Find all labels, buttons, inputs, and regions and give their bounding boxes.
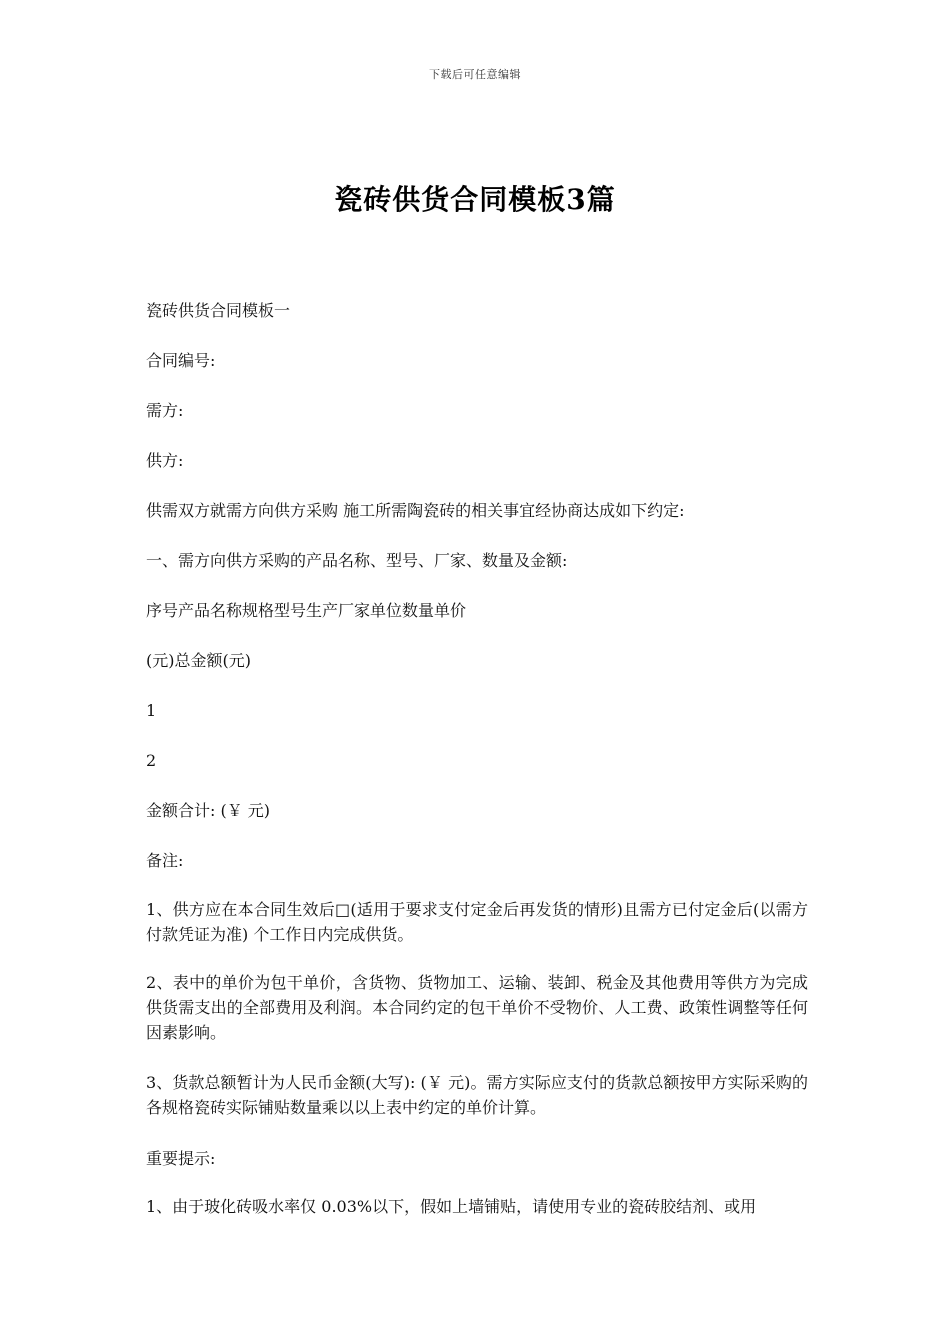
table-header-line-1: 序号产品名称规格型号生产厂家单位数量单价 <box>146 601 467 620</box>
section-one-heading: 一、需方向供方采购的产品名称、型号、厂家、数量及金额: <box>146 551 568 570</box>
buyer-line: 需方: <box>146 401 184 420</box>
table-header-line-2: (元)总金额(元) <box>146 651 251 670</box>
remark-paragraph-2: 2、表中的单价为包干单价，含货物、货物加工、运输、装卸、税金及其他费用等供方为完成供货需支出的全部费用及利润。本合同约定的包干单价不受物价、人工费、政策性调整等任何因素影响。 <box>146 973 808 1042</box>
supplier-line: 供方: <box>146 451 184 470</box>
total-amount-line: 金额合计: (￥ 元) <box>146 801 271 820</box>
remarks-heading: 备注: <box>146 851 184 870</box>
document-title: 瓷砖供货合同模板3篇 <box>334 183 616 216</box>
template-one-heading: 瓷砖供货合同模板一 <box>146 301 291 320</box>
intro-line: 供需双方就需方向供方采购 施工所需陶瓷砖的相关事宜经协商达成如下约定: <box>146 501 685 520</box>
important-heading: 重要提示: <box>146 1149 216 1168</box>
table-row-1: 1 <box>146 701 157 720</box>
remark-paragraph-3: 3、货款总额暂计为人民币金额(大写): (￥ 元)。需方实际应支付的货款总额按甲方实际采购的各规格瓷砖实际铺贴数量乘以以上表中约定的单价计算。 <box>146 1073 808 1117</box>
table-row-2: 2 <box>146 751 157 770</box>
remark-paragraph-1: 1、供方应在本合同生效后□(适用于要求支付定金后再发货的情形)且需方已付定金后(以需方付款凭证为准) 个工作日内完成供货。 <box>146 900 808 944</box>
header-note: 下载后可任意编辑 <box>429 68 521 81</box>
contract-number-line: 合同编号: <box>146 351 216 370</box>
tip-paragraph-1: 1、由于玻化砖吸水率仅 0.03%以下，假如上墙铺贴，请使用专业的瓷砖胶结剂、或用 <box>146 1197 757 1216</box>
